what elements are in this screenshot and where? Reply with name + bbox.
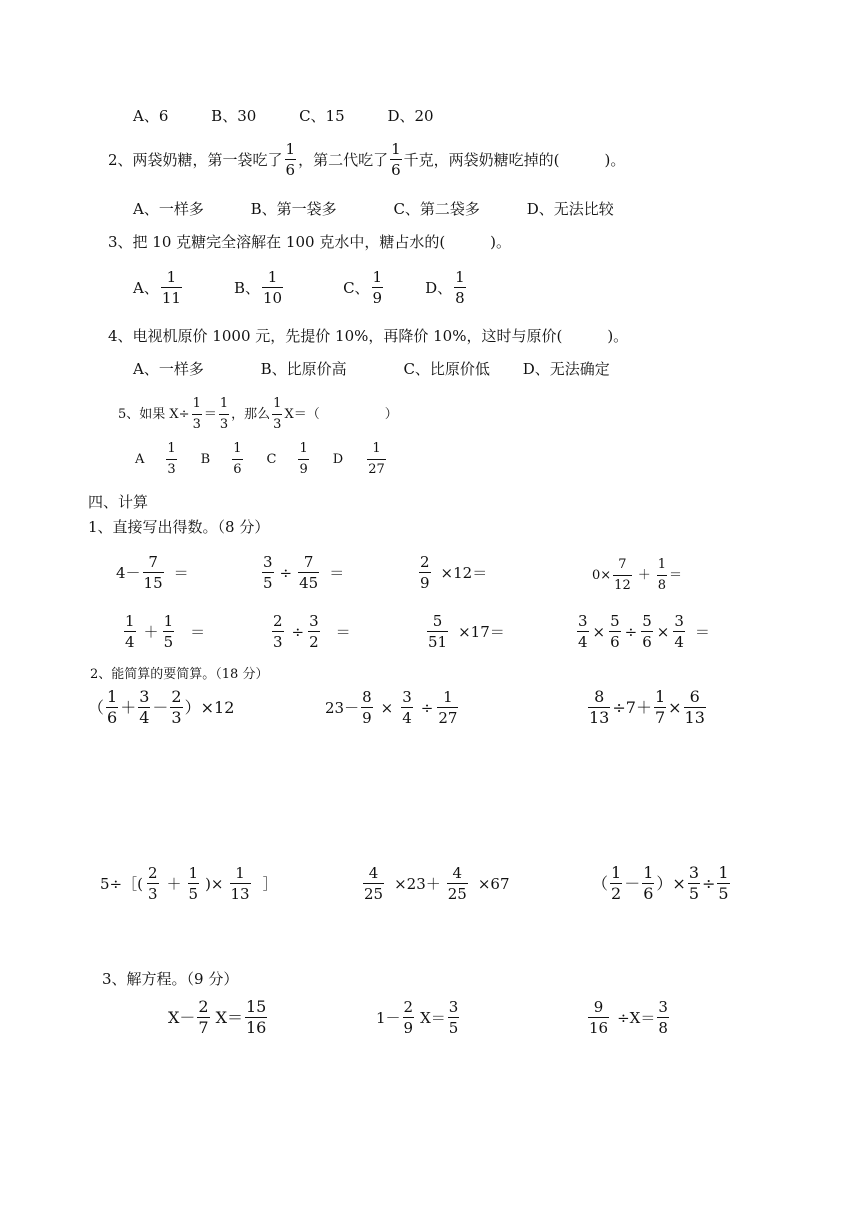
fraction [688,864,700,903]
part1-title: 1、直接写出得数。（8 分） [88,518,270,536]
numerator: 1 [166,440,176,460]
numerator: 2 [273,612,283,630]
operator: ×23＋ [394,874,441,893]
numerator: 1 [372,268,383,286]
expr-text: 4－ [116,563,141,582]
part3-title: 3、解方程。（9 分） [102,970,239,988]
operator: × [592,622,606,641]
fraction [588,688,610,727]
denominator: 27 [368,462,385,477]
fraction [170,688,182,727]
equation-2 [376,998,461,1037]
q4-option-a: A、一样多 [133,360,204,378]
denominator: 12 [614,578,631,593]
q1-option-c: C、15 [299,107,345,125]
denominator: 13 [684,708,705,727]
q5-prefix: 5、如果 X÷ [118,406,190,422]
q1-option-b: B、30 [211,107,257,125]
numerator: 1 [643,863,654,882]
numerator: 1 [437,688,458,708]
direct-expression-7 [425,612,505,651]
fraction [367,440,386,479]
q1-option-a: A、6 [133,107,169,125]
operator: ＋ [637,567,651,583]
denominator: 6 [233,462,242,477]
fraction [642,864,654,903]
numerator: 3 [402,688,412,706]
operator: ÷ [624,622,638,641]
numerator: 1 [107,687,118,706]
fraction [143,553,164,592]
fraction [188,864,200,903]
operator: )× [205,874,224,893]
denominator: 6 [107,708,118,727]
numerator: 3 [658,998,668,1016]
operator: － [152,697,169,717]
expr-text: X＝ [215,1007,243,1027]
denominator: 7 [654,708,666,727]
equation-3 [586,998,671,1037]
expr-text: ）×12 [184,697,235,717]
part2-title: 2、能简算的要简算。（18 分） [90,667,269,682]
numerator: 1 [188,864,199,882]
option-label: C [266,451,277,467]
numerator: 1 [391,140,401,158]
denominator: 4 [125,633,135,651]
fraction [609,612,621,651]
denominator: 5 [188,885,199,903]
denominator: 9 [372,289,383,307]
denominator: 5 [263,574,273,592]
numerator: 1 [298,440,308,460]
denominator: 3 [192,417,201,432]
expr-text: ］ [262,874,278,893]
equation-1 [168,998,269,1037]
denominator: 13 [230,885,250,903]
fraction [308,612,320,651]
direct-expression-6 [270,612,351,651]
equals-sign: ＝ [203,406,217,422]
denominator: 9 [299,462,308,477]
fraction [230,864,251,903]
operator: ＋ [143,622,159,641]
fraction [262,553,274,592]
numerator: 5 [642,612,652,630]
expr-text: ＝ [694,622,710,641]
denominator: 8 [455,289,465,307]
q1-option-d: D、20 [387,107,434,125]
fraction [448,998,460,1037]
numerator: 2 [171,687,182,706]
numerator: 3 [139,687,150,706]
numerator: 7 [298,553,319,573]
fraction [654,688,666,727]
q4-options [133,360,610,378]
q4-option-b: B、比原价高 [260,360,347,378]
denominator: 8 [657,578,667,593]
numerator: 4 [447,864,468,884]
denominator: 9 [420,574,430,592]
expr-text: ＝ [329,563,345,582]
denominator: 3 [273,417,282,432]
option-label: A [135,451,145,467]
fraction [285,140,297,179]
q2-options [133,200,614,218]
q1-options [133,107,434,125]
denominator: 27 [438,709,458,727]
fraction [427,612,448,651]
simplify-expression-2 [325,688,460,727]
option-label: B、 [233,278,260,297]
fraction [673,612,685,651]
expr-text: ＝ [190,622,206,641]
numerator: 1 [654,687,666,706]
option-label: B [200,451,211,467]
numerator: 1 [455,268,465,286]
option-label: A、 [133,278,159,297]
numerator: 3 [578,612,588,630]
q2-mid: ，第二代吃了 [298,150,389,169]
question-2 [108,140,625,179]
operator: × [380,698,394,717]
fraction [419,553,431,592]
denominator: 7 [198,1018,209,1037]
numerator: 1 [262,268,283,288]
fraction [138,688,150,727]
fraction [401,688,413,727]
numerator: 1 [367,440,386,460]
q2-option-d: D、无法比较 [526,200,614,218]
numerator: 7 [143,553,164,573]
fraction [232,440,242,479]
q5-suffix: X＝（ ） [284,406,398,422]
expr-text: ×67 [477,874,510,893]
numerator: 2 [147,864,158,882]
numerator: 8 [588,688,610,708]
denominator: 4 [578,633,588,651]
expr-text: X－ [168,1007,196,1027]
denominator: 6 [643,884,654,903]
option-label: D [332,451,344,467]
section-title: 四、计算 [88,493,149,511]
numerator: 1 [230,864,251,884]
numerator: 8 [362,688,372,706]
direct-expression-2 [260,553,344,592]
numerator: 5 [610,612,620,630]
expr-text: ×17＝ [458,622,505,641]
fraction [657,556,667,595]
simplify-expression-4 [100,864,278,903]
fraction [166,440,176,479]
expr-text: ＝ [335,622,351,641]
denominator: 45 [299,574,319,592]
denominator: 4 [674,633,684,651]
q2-option-b: B、第一袋多 [250,200,337,218]
fraction [361,688,373,727]
fraction [272,395,282,434]
numerator: 3 [688,863,700,882]
expr-text: 0× [592,567,612,583]
numerator: 9 [588,998,609,1018]
denominator: 16 [589,1019,609,1037]
fraction [147,864,159,903]
denominator: 16 [246,1018,267,1037]
expr-text: （ [592,873,609,893]
numerator: 1 [232,440,242,460]
numerator: 6 [684,688,706,708]
question-4: 4、电视机原价 1000 元，先提价 10%，再降价 10%，这时与原价( )。 [108,327,629,345]
numerator: 3 [448,998,459,1016]
fraction [197,998,209,1037]
denominator: 3 [273,633,283,651]
fraction [390,140,402,179]
denominator: 5 [718,884,729,903]
option-label: D、 [425,278,453,297]
operator: × [656,622,670,641]
numerator: 1 [272,395,282,415]
denominator: 13 [589,708,610,727]
denominator: 9 [403,1019,414,1037]
simplify-expression-3 [586,688,708,727]
fraction [447,864,468,903]
operator: ＋ [166,874,182,893]
fraction [684,688,706,727]
q2-option-c: C、第二袋多 [393,200,480,218]
numerator: 3 [674,612,684,630]
simplify-expression-5 [361,864,510,903]
fraction [298,553,319,592]
numerator: 4 [363,864,384,884]
fraction [641,612,653,651]
simplify-expression-6 [592,864,732,903]
denominator: 3 [147,885,158,903]
operator: ÷7＋ [612,697,652,717]
fraction [245,998,267,1037]
expr-text: ＝ [669,567,683,583]
option-label: C、 [343,278,370,297]
q5-mid: ，那么 [231,406,271,422]
numerator: 1 [219,395,229,415]
fraction [610,864,622,903]
numerator: 2 [420,553,430,571]
numerator: 1 [611,863,622,882]
fraction [657,998,669,1037]
operator: ÷ [420,698,434,717]
q2-suffix: 千克，两袋奶糖吃掉的( )。 [403,150,626,169]
fraction [403,998,415,1037]
expr-text: ÷X＝ [617,1008,656,1027]
denominator: 25 [364,885,384,903]
numerator: 1 [192,395,202,415]
numerator: 1 [161,268,182,288]
fraction [192,395,202,434]
denominator: 25 [447,885,467,903]
q4-option-c: C、比原价低 [403,360,490,378]
operator: ÷ [702,873,716,893]
denominator: 9 [362,709,372,727]
expr-text: X＝ [420,1008,446,1027]
denominator: 5 [448,1019,459,1037]
numerator: 1 [285,140,296,158]
q5-options [135,440,388,479]
simplify-expression-1 [88,688,234,727]
denominator: 15 [143,574,163,592]
q4-option-d: D、无法确定 [522,360,610,378]
denominator: 6 [285,161,296,179]
q3-options [133,268,468,307]
numerator: 3 [263,553,273,571]
operator: ÷ [291,622,305,641]
fraction [272,612,284,651]
fraction [363,864,384,903]
numerator: 2 [403,998,414,1016]
expr-text: ×12＝ [440,563,488,582]
denominator: 6 [391,161,401,179]
expr-text: 23－ [325,698,360,717]
denominator: 2 [309,633,319,651]
denominator: 51 [428,633,448,651]
expr-text: ＝ [173,563,189,582]
denominator: 4 [402,709,412,727]
operator: ＋ [120,697,137,717]
direct-expression-5 [122,612,205,651]
q2-prefix: 2、两袋奶糖，第一袋吃了 [108,150,283,169]
fraction [262,268,283,307]
question-3: 3、把 10 克糖完全溶解在 100 克水中，糖占水的( )。 [108,233,512,251]
question-5 [118,395,398,434]
denominator: 2 [611,884,622,903]
denominator: 5 [163,633,174,651]
expr-text: （ [88,697,105,717]
operator: － [624,873,641,893]
numerator: 7 [613,556,632,576]
numerator: 1 [718,863,729,882]
fraction [577,612,589,651]
denominator: 4 [139,708,150,727]
fraction [437,688,458,727]
direct-expression-1 [116,553,189,592]
fraction [298,440,308,479]
denominator: 5 [688,884,700,903]
fraction [124,612,136,651]
fraction [613,556,632,595]
numerator: 5 [427,612,448,632]
numerator: 2 [198,997,209,1016]
denominator: 10 [262,289,283,307]
operator: ）× [656,873,686,893]
expr-text: 5÷［( [100,874,143,893]
expr-text: 1－ [376,1008,401,1027]
fraction [163,612,175,651]
fraction [161,268,182,307]
q2-option-a: A、一样多 [133,200,204,218]
denominator: 8 [658,1019,668,1037]
numerator: 1 [163,612,174,630]
denominator: 6 [610,633,620,651]
denominator: 11 [161,289,181,307]
direct-expression-3 [417,553,487,592]
direct-expression-4 [592,556,682,595]
denominator: 3 [219,417,229,432]
denominator: 3 [167,462,176,477]
operator: ÷ [279,563,293,582]
numerator: 3 [309,612,319,630]
fraction [372,268,384,307]
fraction [454,268,466,307]
numerator: 1 [125,612,135,630]
operator: × [668,697,682,717]
numerator: 1 [657,556,667,576]
denominator: 3 [171,708,182,727]
fraction [717,864,729,903]
fraction [588,998,609,1037]
denominator: 6 [642,633,652,651]
numerator: 15 [246,997,267,1016]
fraction [219,395,229,434]
direct-expression-8 [575,612,710,651]
fraction [106,688,118,727]
